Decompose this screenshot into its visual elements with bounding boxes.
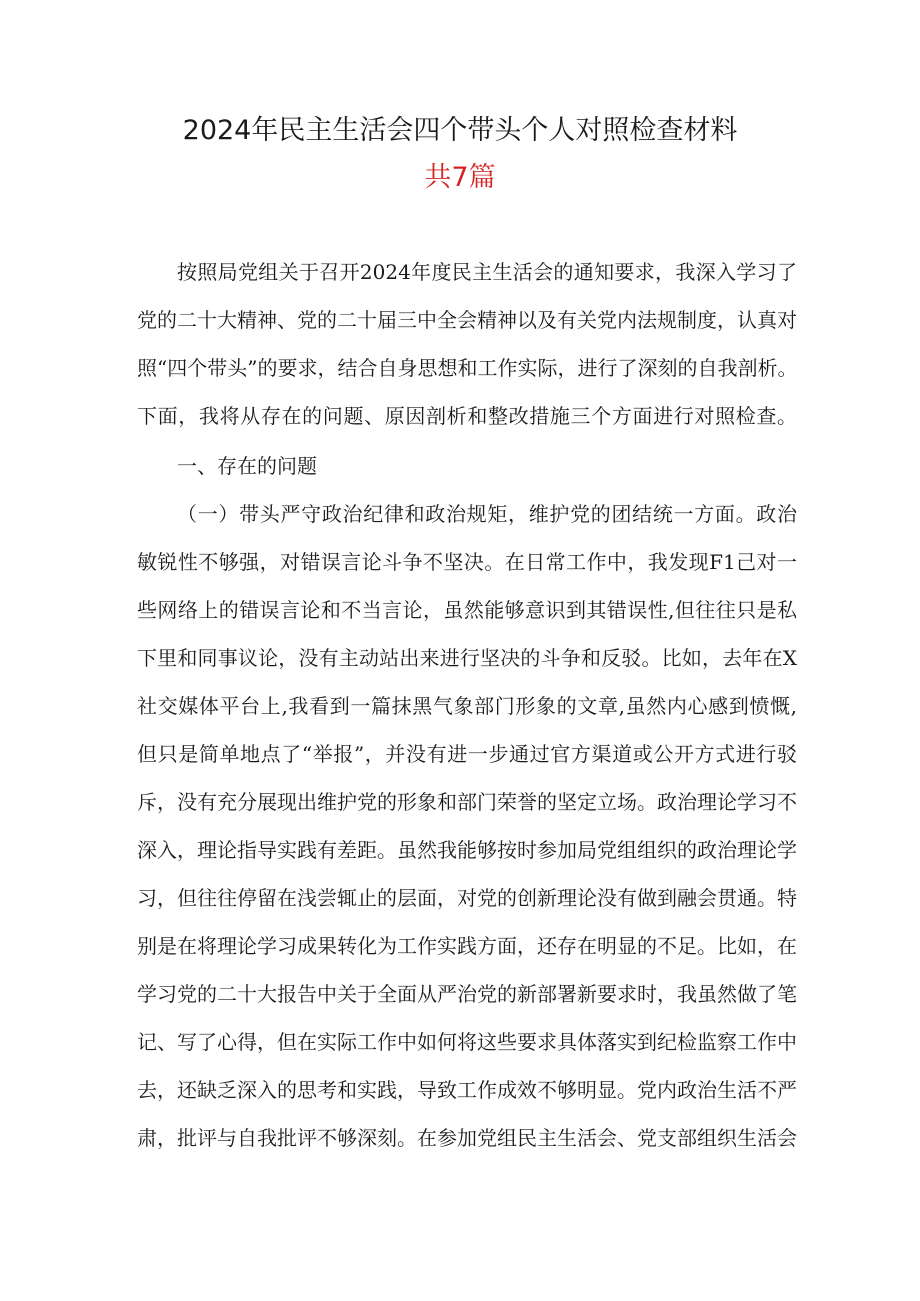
text-line: 下面，我将从存在的问题、原因剖析和整改措施三个方面进行对照检查。: [137, 404, 797, 428]
text-line: 按照局党组关于召开2024年度民主生活会的通知要求，我深入学习了: [177, 260, 797, 284]
document-title: 2024年民主生活会四个带头个人对照检查材料: [182, 115, 738, 146]
text-line: 记、写了心得，但在实际工作中如何将这些要求具体落实到纪检监察工作中: [137, 1030, 797, 1054]
document-subtitle: 共7篇: [424, 162, 496, 193]
text-line: 学习党的二十大报告中关于全面从严治党的新部署新要求时，我虽然做了笔: [137, 982, 797, 1006]
text-line: 斥，没有充分展现出维护党的形象和部门荣誉的坚定立场。政治理论学习不: [137, 790, 797, 814]
text-line: 敏锐性不够强，对错误言论斗争不坚决。在日常工作中，我发现F1己对一: [137, 550, 797, 574]
text-line: 肃，批评与自我批评不够深刻。在参加党组民主生活会、党支部组织生活会: [137, 1126, 797, 1150]
text-line: 但只是简单地点了“举报”，并没有进一步通过官方渠道或公开方式进行驳: [137, 742, 797, 766]
text-line: 别是在将理论学习成果转化为工作实践方面，还存在明显的不足。比如，在: [137, 934, 797, 958]
text-line: 去，还缺乏深入的思考和实践，导致工作成效不够明显。党内政治生活不严: [137, 1078, 797, 1102]
text-line: 些网络上的错误言论和不当言论，虽然能够意识到其错误性,但往往只是私: [137, 598, 797, 622]
text-line: （一）带头严守政治纪律和政治规矩，维护党的团结统一方面。政治: [177, 502, 797, 526]
text-line: 党的二十大精神、党的二十届三中全会精神以及有关党内法规制度，认真对: [137, 308, 797, 332]
text-line: 深入，理论指导实践有差距。虽然我能够按时参加局党组组织的政治理论学: [137, 838, 797, 862]
text-line: 照“四个带头”的要求，结合自身思想和工作实际，进行了深刻的自我剖析。: [137, 356, 798, 380]
text-line: 社交媒体平台上,我看到一篇抹黑气象部门形象的文章,虽然内心感到愤慨,: [137, 694, 797, 718]
section-heading: 一、存在的问题: [177, 454, 317, 478]
text-line: 下里和同事议论，没有主动站出来进行坚决的斗争和反驳。比如，去年在X: [137, 646, 797, 670]
text-line: 习，但往往停留在浅尝辄止的层面，对党的创新理论没有做到融会贯通。特: [137, 886, 797, 910]
